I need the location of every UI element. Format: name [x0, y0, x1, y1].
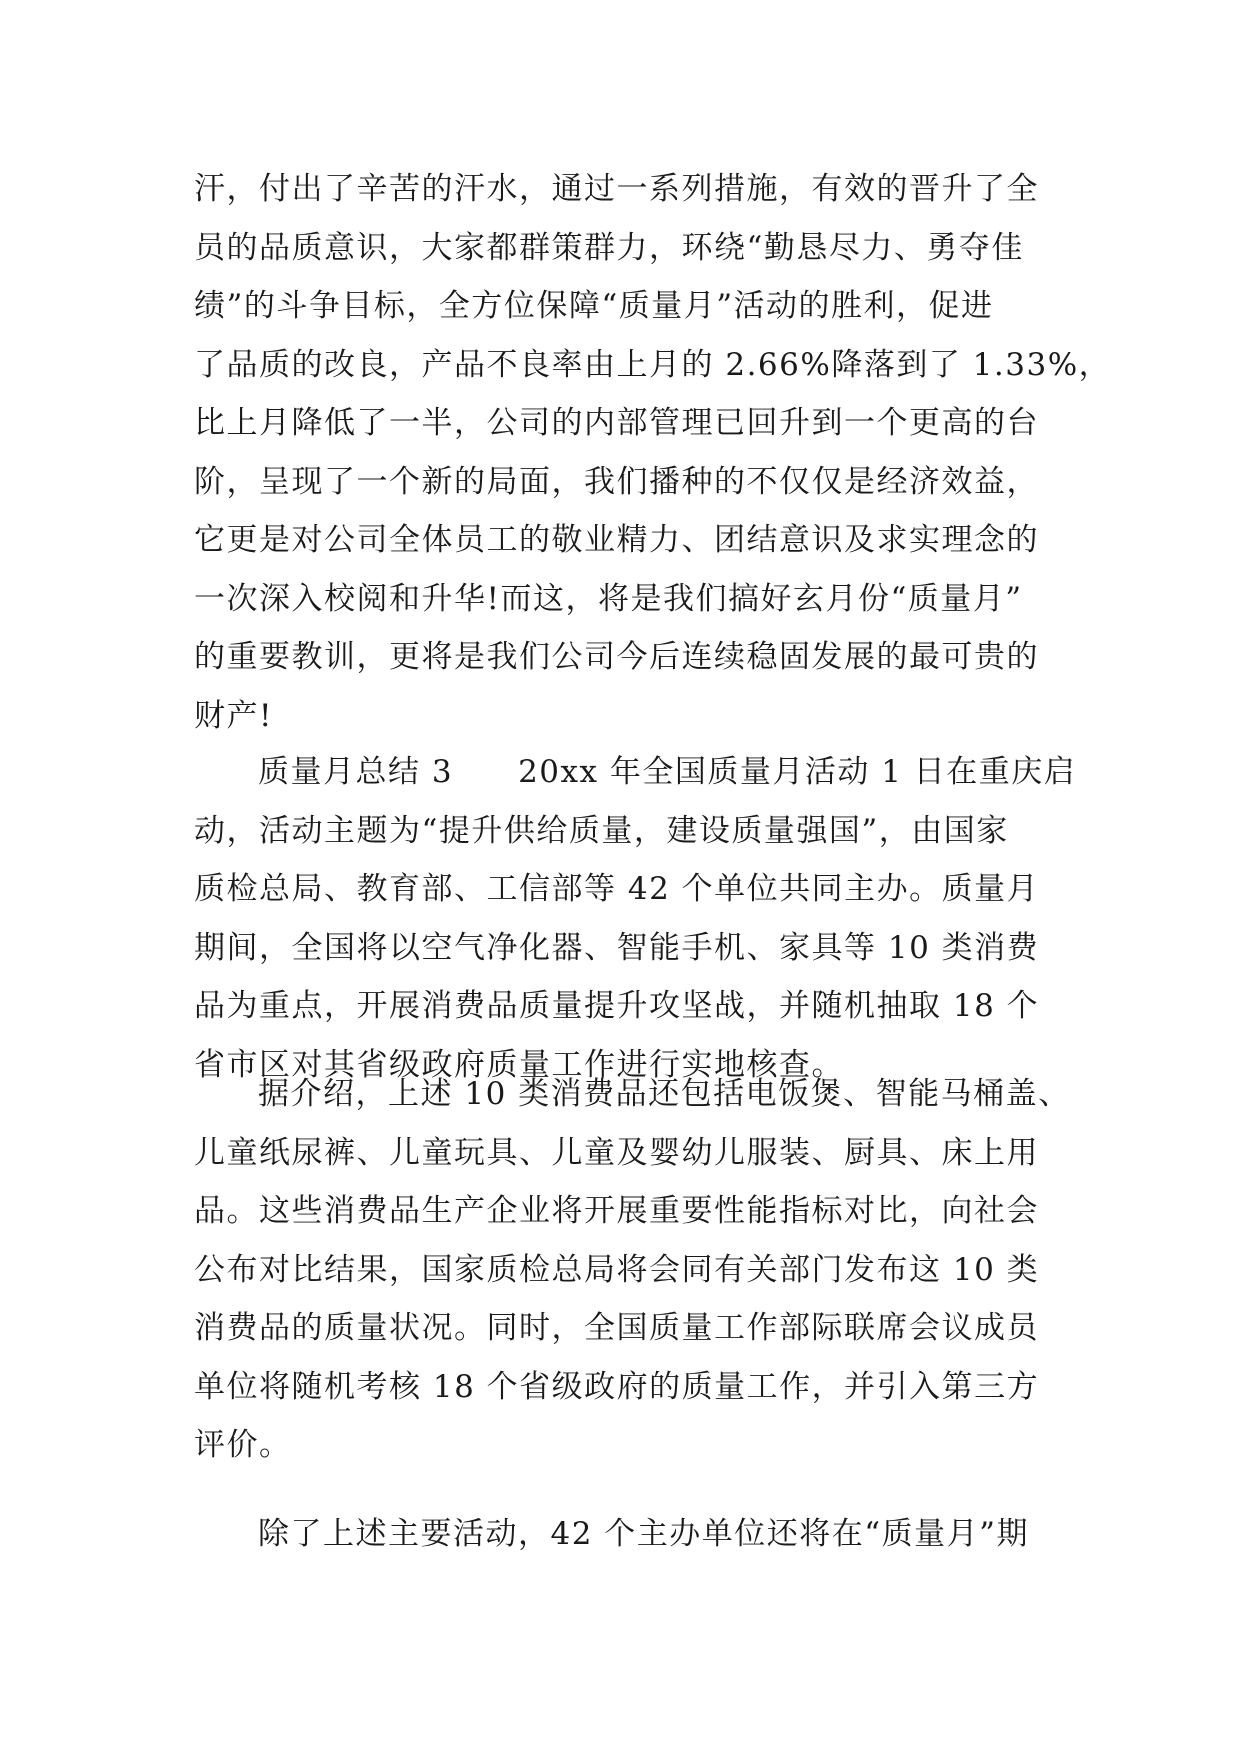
- paragraph-continuation: [194, 160, 1112, 745]
- text-line: 了品质的改良，产品不良率由上月的 2.66%降落到了 1.33%，: [194, 346, 1112, 383]
- text-line: 比上月降低了一半，公司的内部管理已回升到一个更高的台: [194, 405, 1039, 441]
- text-line: 质量月总结 3 20xx 年全国质量月活动 1 日在重庆启: [258, 754, 1077, 790]
- text-line: 除了上述主要活动，42 个主办单位还将在“质量月”期: [258, 1516, 1029, 1552]
- paragraph-other-activities: [194, 1505, 1054, 1564]
- text-line: 一次深入校阅和升华!而这，将是我们搞好玄月份“质量月”: [194, 580, 1023, 617]
- text-line: 品为重点，开展消费品质量提升攻坚战，并随机抽取 18 个: [194, 988, 1040, 1024]
- text-line: 省市区对其省级政府质量工作进行实地核查。: [194, 1046, 844, 1083]
- text-line: 阶，呈现了一个新的局面，我们播种的不仅仅是经济效益，: [194, 463, 1039, 500]
- text-line: 评价。: [194, 1427, 292, 1463]
- text-line: 汗，付出了辛苦的汗水，通过一系列措施，有效的晋升了全: [194, 171, 1039, 207]
- text-line: 它更是对公司全体员工的敬业精力、团结意识及求实理念的: [194, 522, 1039, 558]
- text-line: 员的品质意识，大家都群策群力，环绕“勤恳尽力、勇夺佳: [194, 229, 1024, 266]
- text-line: 品。这些消费品生产企业将开展重要性能指标对比，向社会: [194, 1193, 1039, 1229]
- text-line: 儿童纸尿裤、儿童玩具、儿童及婴幼儿服装、厨具、床上用: [194, 1134, 1039, 1171]
- text-line: 单位将随机考核 18 个省级政府的质量工作，并引入第三方: [194, 1368, 1040, 1405]
- text-line: 绩”的斗争目标，全方位保障“质量月”活动的胜利，促进: [194, 288, 994, 324]
- text-line: 消费品的质量状况。同时，全国质量工作部际联席会议成员: [194, 1310, 1039, 1346]
- paragraph-introduction: [194, 1065, 1071, 1475]
- text-line: 据介绍，上述 10 类消费品还包括电饭煲、智能马桶盖、: [258, 1076, 1071, 1112]
- text-line: 质检总局、教育部、工信部等 42 个单位共同主办。质量月: [194, 871, 1040, 907]
- text-line: 动，活动主题为“提升供给质量，建设质量强国”，由国家: [194, 812, 1009, 849]
- text-line: 的重要教训，更将是我们公司今后连续稳固发展的最可贵的: [194, 639, 1039, 675]
- text-line: 公布对比结果，国家质检总局将会同有关部门发布这 10 类: [194, 1251, 1040, 1288]
- text-line: 期间，全国将以空气净化器、智能手机、家具等 10 类消费: [194, 929, 1040, 966]
- text-line: 财产!: [194, 697, 273, 734]
